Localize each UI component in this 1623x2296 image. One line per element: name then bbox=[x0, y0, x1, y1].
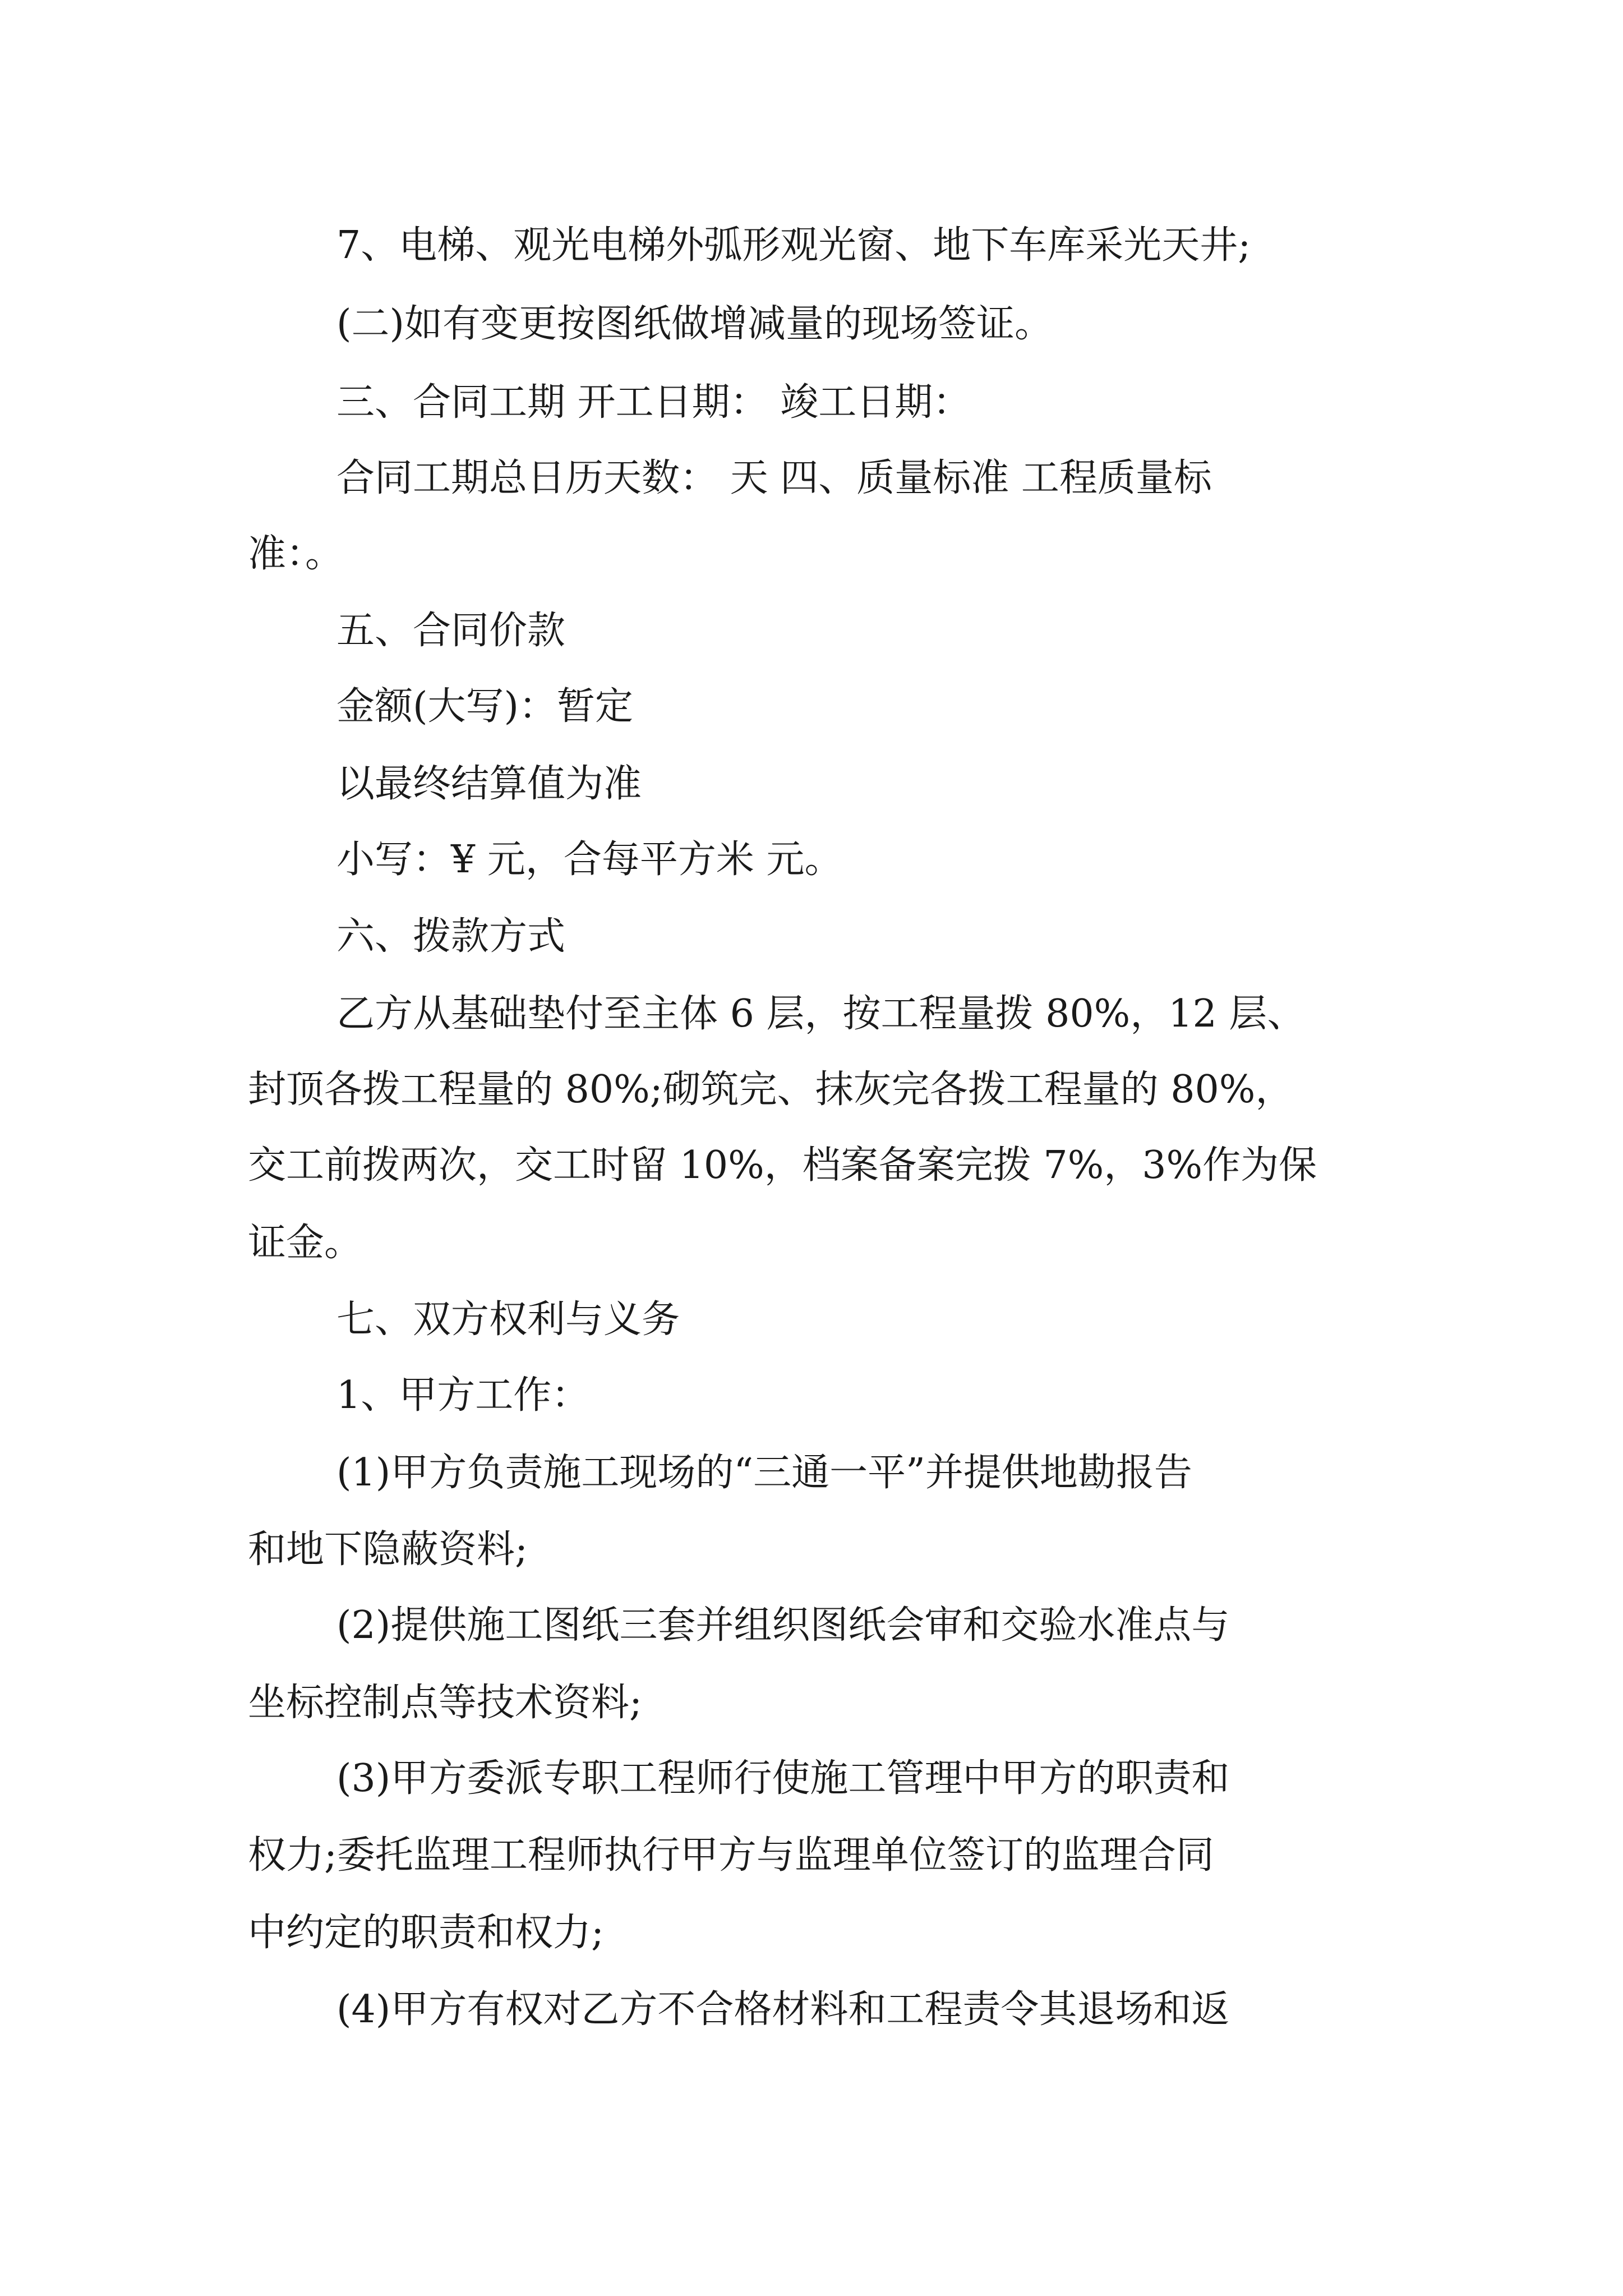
text-line: 和地下隐蔽资料; bbox=[248, 1527, 528, 1572]
text-line: (4)甲方有权对乙方不合格材料和工程责令其退场和返 bbox=[336, 1987, 1230, 2032]
text-line: 准：。 bbox=[248, 532, 344, 576]
text-line: (二)如有变更按图纸做增减量的现场签证。 bbox=[336, 302, 1053, 346]
text-line: 乙方从基础垫付至主体 6 层，按工程量拨 80%，12 层、 bbox=[336, 992, 1306, 1036]
text-line: 小写：¥ 元，合每平方米 元。 bbox=[336, 838, 843, 882]
text-line: 中约定的职责和权力; bbox=[248, 1911, 604, 1955]
text-line: 权力;委托监理工程师执行甲方与监理单位签订的监理合同 bbox=[248, 1833, 1214, 1878]
text-line: 交工前拨两次，交工时留 10%，档案备案完拨 7%，3%作为保 bbox=[248, 1143, 1317, 1188]
text-line: 三、合同工期 开工日期： 竣工日期： bbox=[336, 380, 971, 425]
text-line: 证金。 bbox=[248, 1221, 363, 1265]
text-line: (3)甲方委派专职工程师行使施工管理中甲方的职责和 bbox=[336, 1756, 1230, 1801]
text-line: 以最终结算值为准 bbox=[336, 762, 642, 806]
text-line: 7、电梯、观光电梯外弧形观光窗、地下车库采光天井; bbox=[336, 223, 1251, 268]
text-line: 金额(大写)：暂定 bbox=[336, 684, 634, 729]
section-heading: 六、拨款方式 bbox=[336, 914, 566, 959]
text-line: (1)甲方负责施工现场的“三通一平”并提供地勘报告 bbox=[336, 1451, 1192, 1495]
section-heading: 五、合同价款 bbox=[336, 609, 566, 653]
text-line: 合同工期总日历天数： 天 四、质量标准 工程质量标 bbox=[336, 456, 1212, 500]
text-line: 坐标控制点等技术资料; bbox=[248, 1681, 642, 1725]
text-line: 封顶各拨工程量的 80%;砌筑完、抹灰完各拨工程量的 80%， bbox=[248, 1068, 1294, 1112]
section-heading: 七、双方权利与义务 bbox=[336, 1297, 680, 1342]
text-line: (2)提供施工图纸三套并组织图纸会审和交验水准点与 bbox=[336, 1603, 1230, 1648]
text-line: 1、甲方工作： bbox=[336, 1373, 590, 1418]
